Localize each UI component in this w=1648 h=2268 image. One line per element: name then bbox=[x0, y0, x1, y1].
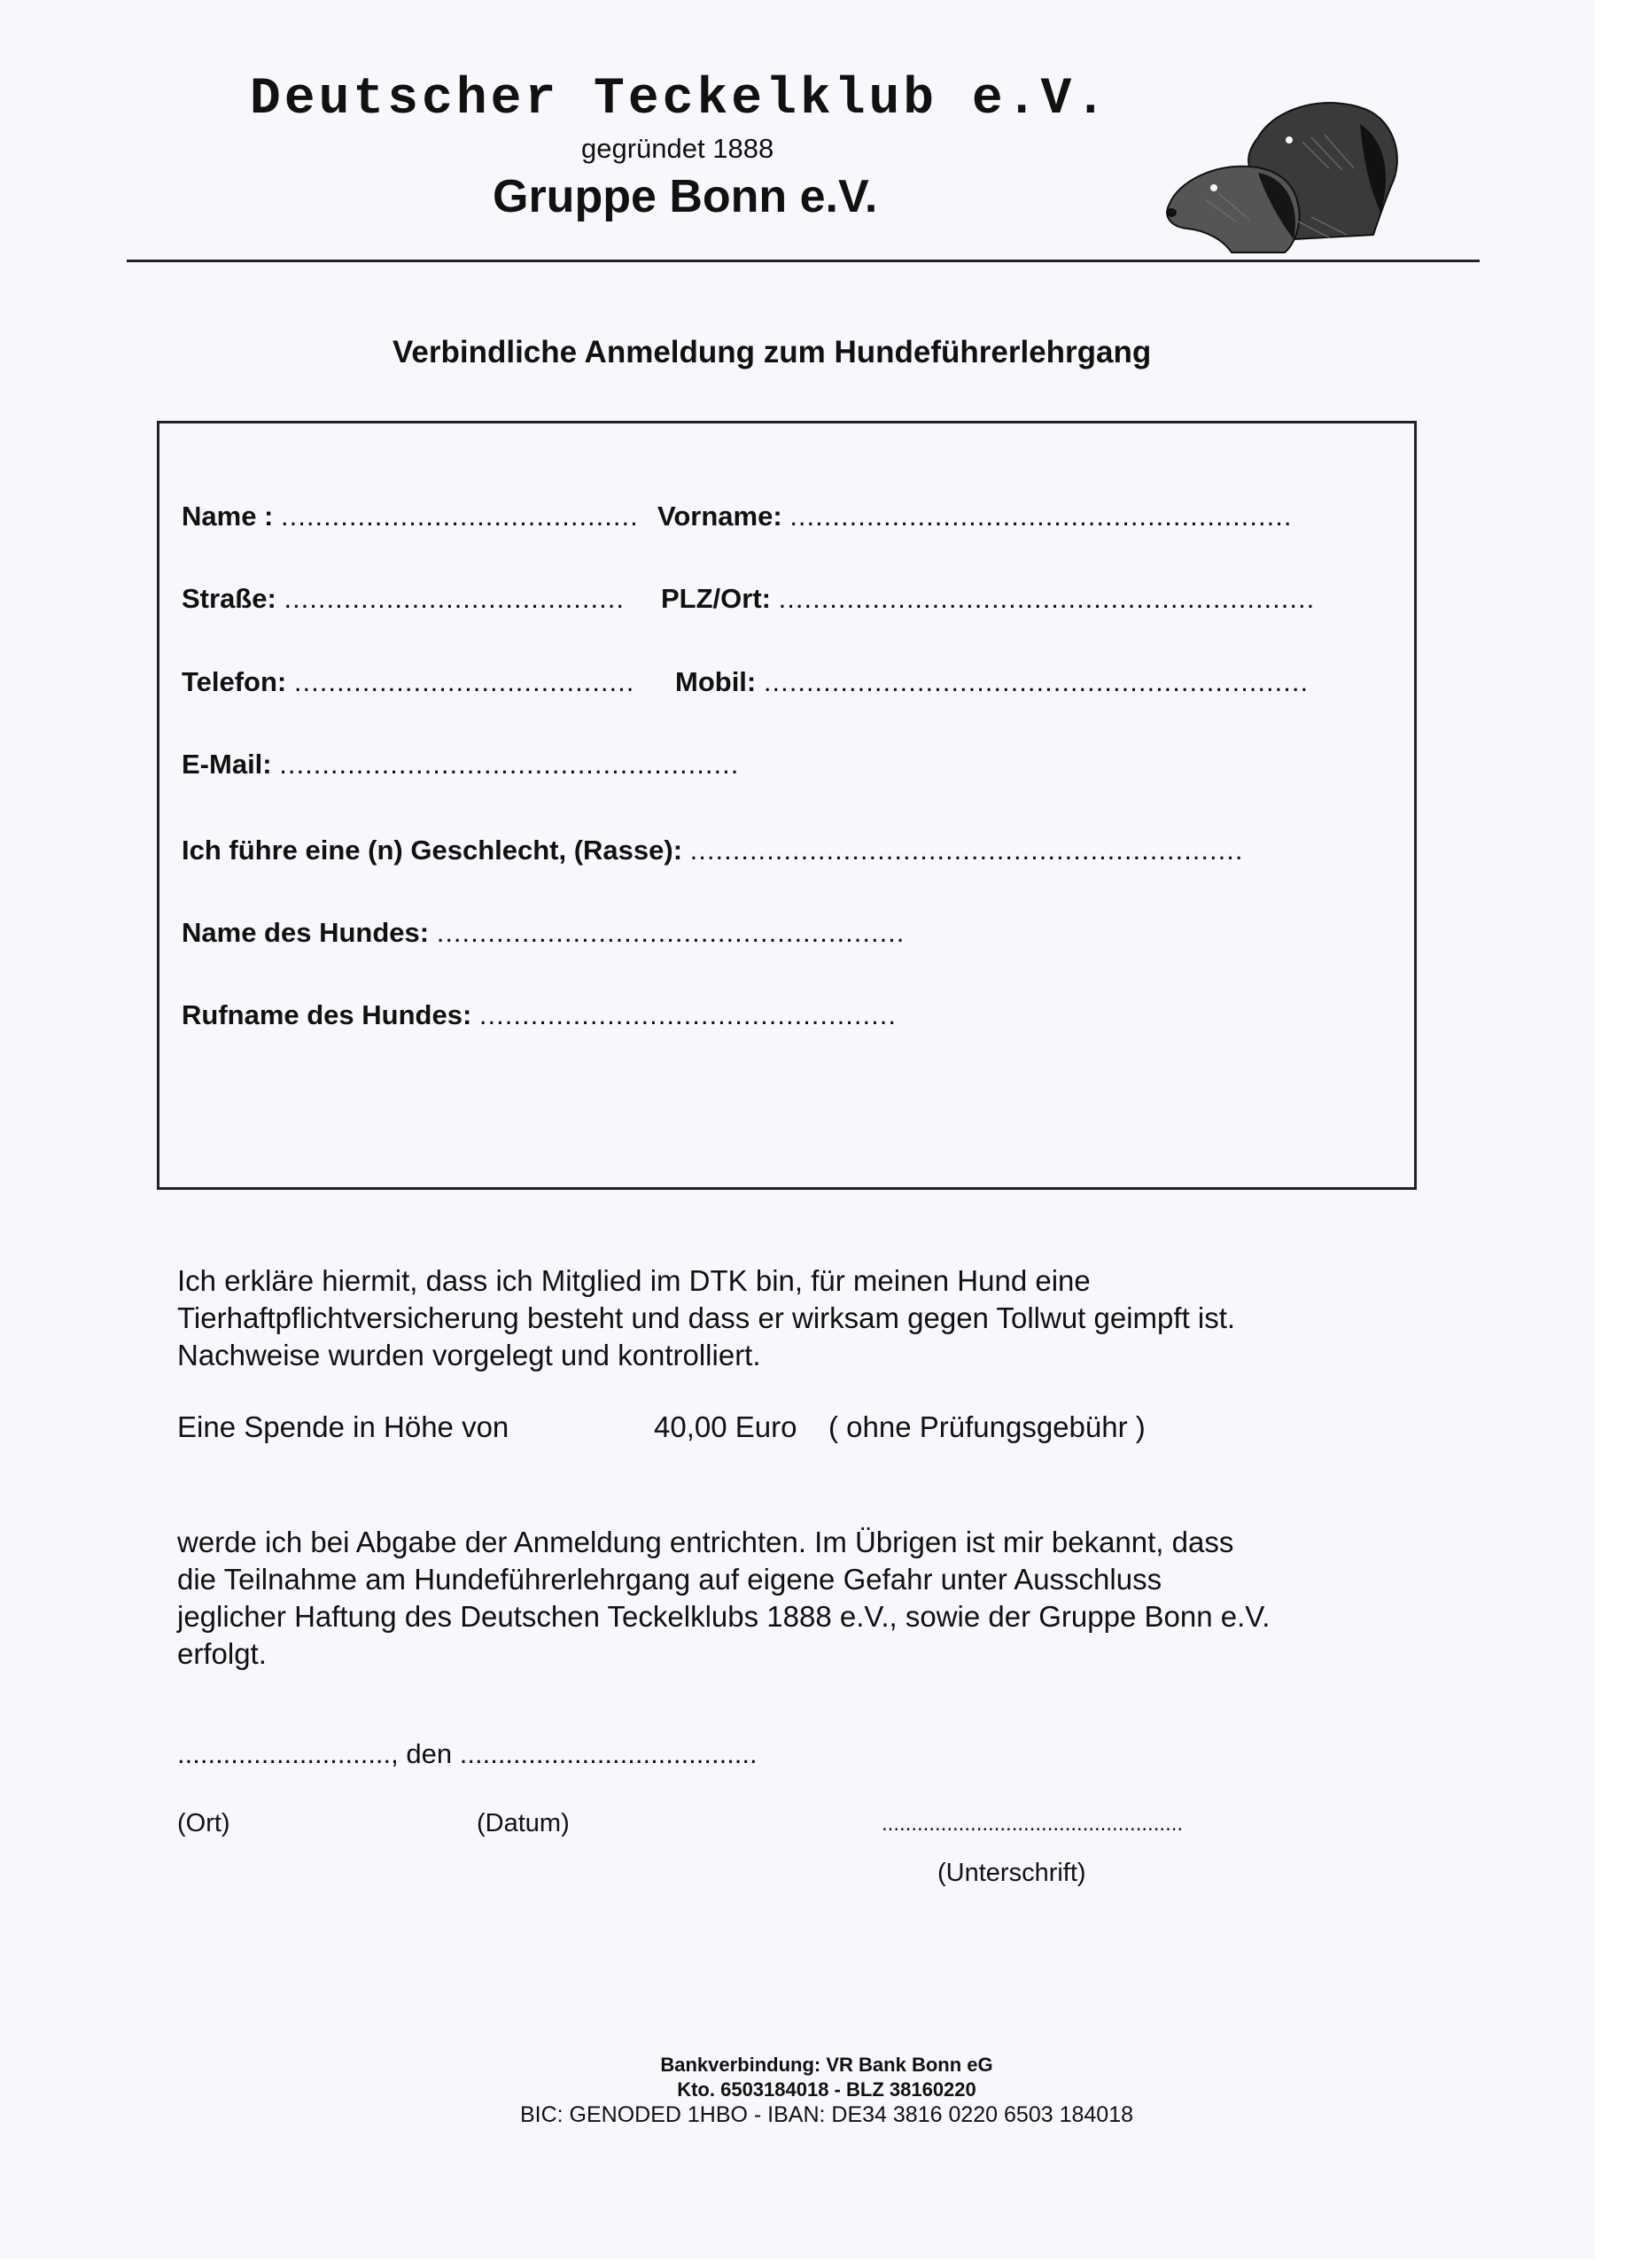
header-divider bbox=[127, 260, 1480, 262]
bank-line: BIC: GENODED 1HBO - IBAN: DE34 3816 0220 6503 184018 bbox=[519, 2102, 1134, 2127]
email-label: E-Mail: bbox=[182, 749, 272, 780]
place-date-line[interactable] bbox=[177, 1738, 758, 1770]
terms-line: erfolgt. bbox=[177, 1637, 267, 1670]
terms-line: jeglicher Haftung des Deutschen Teckelklubs 1888 e.V., sowie der Gruppe Bonn e.V. bbox=[177, 1600, 1271, 1633]
den-text: , den bbox=[391, 1738, 453, 1769]
terms-paragraph bbox=[177, 1524, 1270, 1673]
group-name: Gruppe Bonn e.V. bbox=[493, 171, 878, 222]
donation-note: ( ohne Prüfungsgebühr ) bbox=[828, 1410, 1146, 1443]
bank-line: Bankverbindung: VR Bank Bonn eG bbox=[660, 2054, 993, 2076]
mobil-field[interactable] bbox=[675, 666, 1309, 698]
plz-ort-dots: ............................................................... bbox=[778, 583, 1316, 614]
rufname-hund-dots: ................................................. bbox=[478, 999, 897, 1030]
vorname-field[interactable] bbox=[657, 501, 1292, 532]
vorname-label: Vorname: bbox=[657, 501, 782, 532]
registration-form-box bbox=[157, 421, 1417, 1190]
plz-ort-field[interactable] bbox=[661, 583, 1315, 615]
vorname-dots: ........................................................... bbox=[789, 501, 1293, 532]
geschlecht-rasse-field[interactable] bbox=[182, 835, 1244, 866]
declaration-line: Ich erkläre hiermit, dass ich Mitglied im DTK bin, für meinen Hund eine bbox=[177, 1264, 1091, 1297]
donation-amount: 40,00 Euro bbox=[654, 1410, 797, 1443]
geschlecht-rasse-label: Ich führe eine (n) Geschlecht, (Rasse): bbox=[182, 835, 683, 866]
ort-label: (Ort) bbox=[177, 1809, 230, 1837]
date-dots: ....................................... bbox=[459, 1738, 758, 1769]
bank-line: Kto. 6503184018 - BLZ 38160220 bbox=[677, 2078, 976, 2101]
strasse-field[interactable] bbox=[182, 583, 625, 615]
name-label: Name : bbox=[182, 501, 274, 532]
rufname-hund-field[interactable] bbox=[182, 999, 897, 1031]
form-title: Verbindliche Anmeldung zum Hundeführerlehrgang bbox=[393, 335, 1152, 369]
founded-year: gegründet 1888 bbox=[581, 133, 774, 164]
mobil-label: Mobil: bbox=[675, 666, 757, 697]
donation-label: Eine Spende in Höhe von bbox=[177, 1410, 509, 1443]
name-field[interactable] bbox=[182, 501, 639, 532]
plz-ort-label: PLZ/Ort: bbox=[661, 583, 771, 614]
signature-label: (Unterschrift) bbox=[937, 1859, 1086, 1887]
rufname-hund-label: Rufname des Hundes: bbox=[182, 999, 472, 1030]
strasse-label: Straße: bbox=[182, 583, 276, 614]
place-dots: ............................ bbox=[177, 1738, 392, 1769]
name-hund-dots: ....................................................... bbox=[436, 917, 906, 948]
mobil-dots: ................................................................ bbox=[763, 666, 1310, 697]
signature-dots[interactable]: ................................................... bbox=[882, 1812, 1184, 1836]
dachshund-logo-icon bbox=[1152, 89, 1409, 257]
club-name: Deutscher Teckelklub e.V. bbox=[250, 71, 1110, 128]
name-dots: .......................................... bbox=[281, 501, 639, 532]
name-hund-label: Name des Hundes: bbox=[182, 917, 430, 948]
telefon-dots: ........................................ bbox=[293, 666, 635, 697]
declaration-line: Tierhaftpflichtversicherung besteht und dass er wirksam gegen Tollwut geimpft ist. bbox=[177, 1301, 1236, 1334]
geschlecht-rasse-dots: ................................................................. bbox=[689, 835, 1244, 866]
declaration-paragraph bbox=[177, 1262, 1235, 1374]
name-hund-field[interactable] bbox=[182, 917, 905, 949]
declaration-line: Nachweise wurden vorgelegt und kontrolliert. bbox=[177, 1339, 761, 1371]
telefon-field[interactable] bbox=[182, 666, 634, 698]
datum-label: (Datum) bbox=[477, 1809, 570, 1837]
telefon-label: Telefon: bbox=[182, 666, 287, 697]
strasse-dots: ........................................ bbox=[284, 583, 625, 614]
email-dots: ...................................................... bbox=[279, 749, 740, 780]
terms-line: werde ich bei Abgabe der Anmeldung entrichten. Im Übrigen ist mir bekannt, dass bbox=[177, 1526, 1234, 1558]
email-field[interactable] bbox=[182, 749, 739, 781]
terms-line: die Teilnahme am Hundeführerlehrgang auf eigene Gefahr unter Ausschluss bbox=[177, 1563, 1162, 1596]
